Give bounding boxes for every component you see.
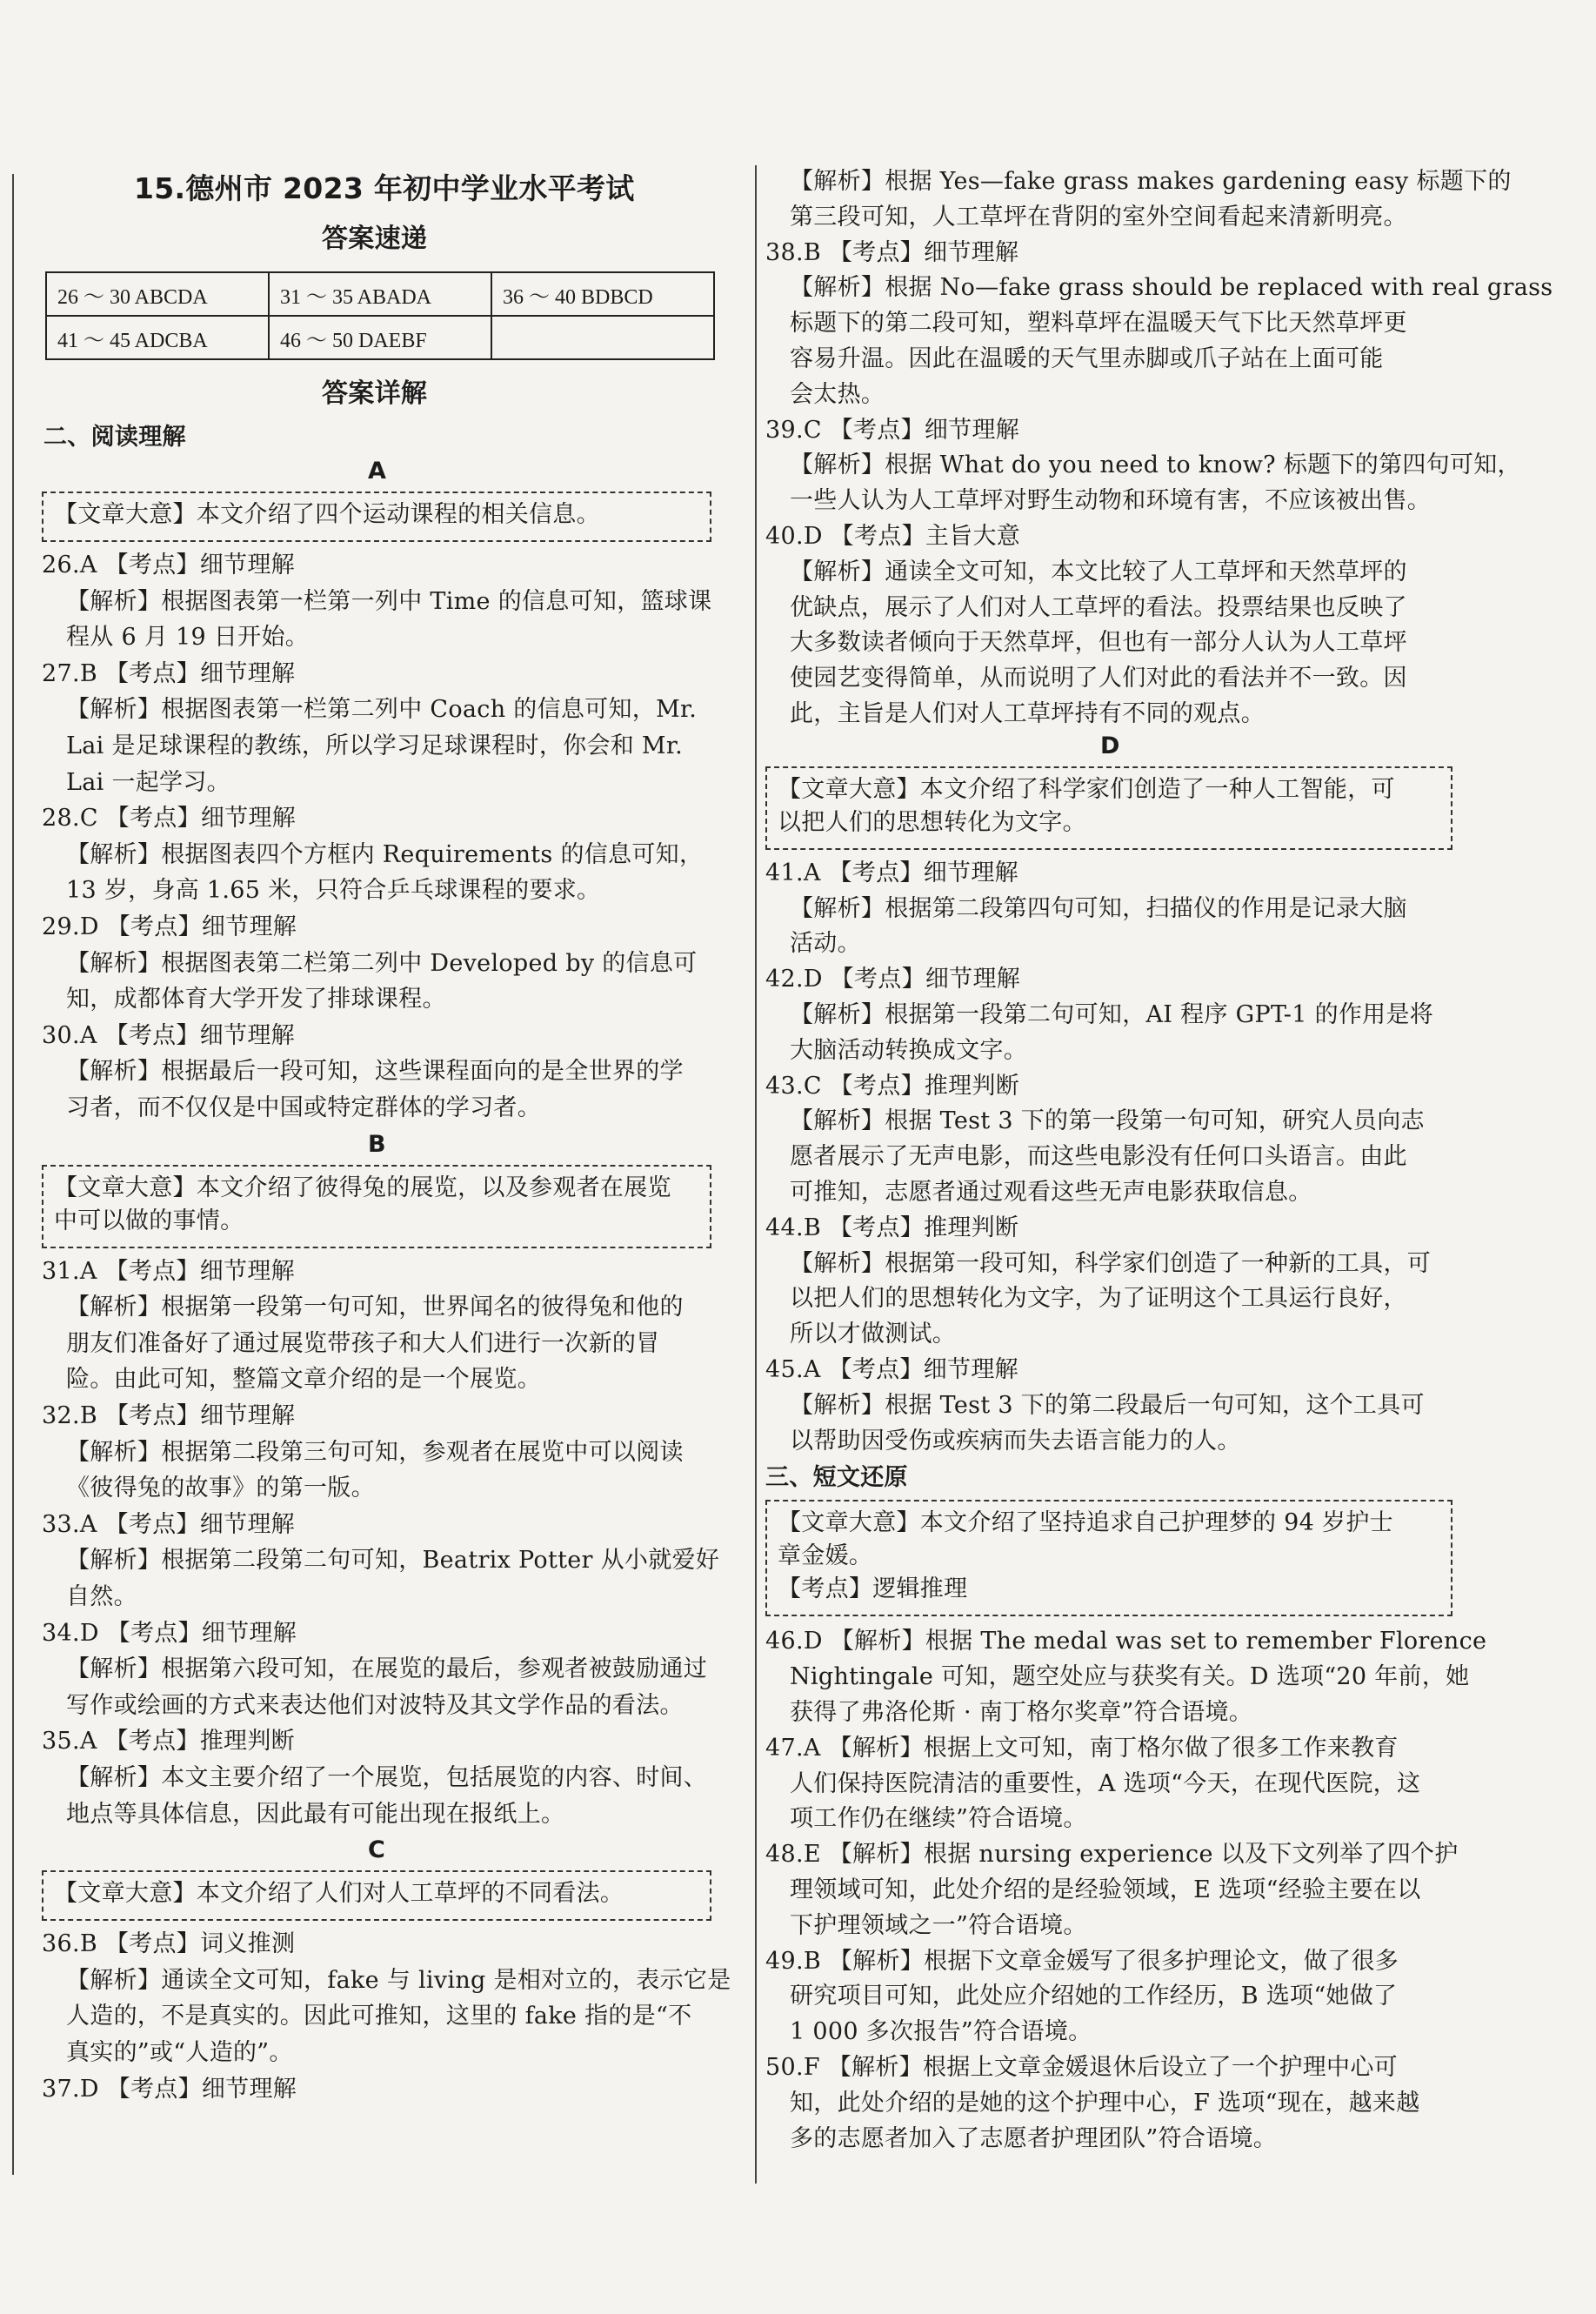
answer-item: 35.A 【考点】推理判断: [42, 1728, 295, 1756]
explanation-line: 【解析】根据最后一段可知，这些课程面向的是全世界的学: [66, 1058, 684, 1086]
answer-item: 39.C 【考点】细节理解: [765, 416, 1020, 444]
explanation-line: 会太热。: [790, 380, 885, 408]
explanation-line: 【解析】根据 Test 3 下的第二段最后一句可知，这个工具可: [790, 1391, 1425, 1419]
explanation-line: 容易升温。因此在温暖的天气里赤脚或爪子站在上面可能: [790, 345, 1384, 372]
answer-item: 45.A 【考点】细节理解: [765, 1356, 1018, 1383]
explanation-line: 【解析】根据图表第二栏第二列中 Developed by 的信息可: [66, 949, 698, 977]
section-heading-reading: 二、阅读理解: [43, 424, 186, 451]
explanation-line: 研究项目可知，此处应介绍她的工作经历，B 选项“她做了: [790, 1983, 1398, 2010]
summary-text: 以把人们的思想转化为文字。: [778, 808, 1086, 836]
summary-text: 【文章大意】本文介绍了彼得兔的展览，以及参观者在展览: [54, 1174, 671, 1201]
explanation-line: 一些人认为人工草坪对野生动物和环境有害，不应该被出售。: [790, 487, 1432, 515]
explanation-line: 写作或绘画的方式来表达他们对波特及其文学作品的看法。: [66, 1691, 684, 1719]
answer-item: 40.D 【考点】主旨大意: [765, 523, 1021, 550]
explanation-line: 【解析】根据图表第一栏第一列中 Time 的信息可知，篮球课: [66, 587, 712, 615]
summary-text: 中可以做的事情。: [54, 1207, 244, 1234]
answer-item: 50.F 【解析】根据上文章金媛退休后设立了一个护理中心可: [765, 2054, 1398, 2081]
explanation-line: 险。由此可知，整篇文章介绍的是一个展览。: [66, 1366, 541, 1394]
explanation-line: 活动。: [790, 930, 861, 958]
explanation-line: 愿者展示了无声电影，而这些电影没有任何口头语言。由此: [790, 1143, 1407, 1171]
explanation-line: 以把人们的思想转化为文字，为了证明这个工具运行良好，: [790, 1285, 1407, 1313]
answer-item: 31.A 【考点】细节理解: [42, 1257, 295, 1285]
explanation-line: 【解析】根据第一段第一句可知，世界闻名的彼得兔和他的: [66, 1294, 684, 1321]
explanation-line: 多的志愿者加入了志愿者护理团队”符合语境。: [790, 2124, 1278, 2152]
explanation-line: 知，此处介绍的是她的这个护理中心，F 选项“现在，越来越: [790, 2089, 1420, 2117]
explanation-line: 【解析】根据 No—fake grass should be replaced with real grass: [790, 274, 1553, 302]
explanation-line: 《彼得兔的故事》的第一版。: [66, 1475, 375, 1502]
explanation-line: 以帮助因受伤或疾病而失去语言能力的人。: [790, 1427, 1241, 1455]
summary-text: 【文章大意】本文介绍了坚持追求自己护理梦的 94 岁护士: [778, 1509, 1393, 1537]
answer-item: 28.C 【考点】细节理解: [42, 805, 297, 833]
table-cell: 36 ～ 40 BDBCD: [491, 272, 714, 316]
explanation-line: 【解析】根据第一段第二句可知，AI 程序 GPT-1 的作用是将: [790, 1001, 1434, 1028]
answer-table: [45, 271, 715, 360]
summary-text: 【文章大意】本文介绍了四个运动课程的相关信息。: [54, 501, 600, 528]
summary-text: 【文章大意】本文介绍了科学家们创造了一种人工智能，可: [778, 775, 1395, 803]
table-row: [46, 316, 714, 359]
table-cell: 41 ～ 45 ADCBA: [46, 316, 269, 359]
explanation-line: 1 000 多次报告”符合语境。: [790, 2018, 1092, 2046]
section-letter: C: [368, 1836, 386, 1864]
summary-text: 章金媛。: [778, 1542, 873, 1570]
quick-answers-heading: 答案速递: [322, 224, 428, 254]
section-heading-cloze: 三、短文还原: [765, 1464, 908, 1492]
answer-item: 44.B 【考点】推理判断: [765, 1214, 1019, 1241]
answer-item: 26.A 【考点】细节理解: [42, 552, 295, 578]
answer-item: 42.D 【考点】细节理解: [765, 966, 1021, 993]
table-row: [46, 272, 714, 316]
table-cell: 26 ～ 30 ABCDA: [46, 272, 269, 316]
explanation-line: 朋友们准备好了通过展览带孩子和大人们进行一次新的冒: [66, 1329, 660, 1357]
explanation-line: 获得了弗洛伦斯 · 南丁格尔奖章”符合语境。: [790, 1699, 1253, 1726]
answer-item: 49.B 【解析】根据下文章金媛写了很多护理论文，做了很多: [765, 1947, 1399, 1975]
answer-item: 30.A 【考点】细节理解: [42, 1021, 295, 1049]
explanation-line: 可推知，志愿者通过观看这些无声电影获取信息。: [790, 1179, 1312, 1206]
explanation-line: 优缺点，展示了人们对人工草坪的看法。投票结果也反映了: [790, 593, 1407, 621]
explanation-line: 【解析】根据图表四个方框内 Requirements 的信息可知，: [66, 840, 704, 868]
explanation-line: 【解析】根据第一段可知，科学家们创造了一种新的工具，可: [790, 1249, 1432, 1277]
answer-item: 37.D 【考点】细节理解: [42, 2075, 297, 2103]
explanation-line: 大脑活动转换成文字。: [790, 1036, 1027, 1064]
summary-text: 【文章大意】本文介绍了人们对人工草坪的不同看法。: [54, 1880, 624, 1908]
explanation-line: 人们保持医院清洁的重要性，A 选项“今天，在现代医院，这: [790, 1769, 1421, 1797]
explanation-line: 真实的”或“人造的”。: [66, 2039, 293, 2066]
section-letter: A: [368, 458, 387, 485]
explanation-line: 自然。: [66, 1583, 137, 1610]
answer-item: 29.D 【考点】细节理解: [42, 913, 297, 940]
answer-item: 41.A 【考点】细节理解: [765, 859, 1018, 886]
explanation-line: 【解析】通读全文可知，本文比较了人工草坪和天然草坪的: [790, 558, 1407, 585]
answer-item: 32.B 【考点】细节理解: [42, 1402, 296, 1429]
answer-item: 43.C 【考点】推理判断: [765, 1072, 1020, 1100]
explanation-line: 【解析】根据 Yes—fake grass makes gardening easy 标题下的: [790, 168, 1512, 195]
explanation-line: 大多数读者倾向于天然草坪，但也有一部分人认为人工草坪: [790, 629, 1407, 657]
explanation-line: 【解析】根据第六段可知，在展览的最后，参观者被鼓励通过: [66, 1655, 708, 1683]
summary-text: 【考点】逻辑推理: [778, 1575, 968, 1603]
explanation-line: 知，成都体育大学开发了排球课程。: [66, 986, 446, 1013]
explanation-line: 此，主旨是人们对人工草坪持有不同的观点。: [790, 700, 1265, 727]
column-divider: [755, 165, 757, 2184]
explanation-line: 【解析】根据第二段第四句可知，扫描仪的作用是记录大脑: [790, 894, 1407, 922]
explanation-line: 【解析】本文主要介绍了一个展览，包括展览的内容、时间、: [66, 1764, 708, 1791]
explanation-line: 人造的，不是真实的。因此可推知，这里的 fake 指的是“不: [66, 2003, 692, 2030]
explanation-line: 标题下的第二段可知，塑料草坪在温暖天气下比天然草坪更: [790, 310, 1407, 338]
explanation-line: Lai 一起学习。: [66, 768, 230, 796]
table-cell: 31 ～ 35 ABADA: [269, 272, 491, 316]
explanation-line: 【解析】根据图表第一栏第二列中 Coach 的信息可知，Mr.: [66, 696, 698, 724]
section-letter: D: [1100, 732, 1120, 759]
explanation-line: 地点等具体信息，因此最有可能出现在报纸上。: [66, 1800, 565, 1828]
table-cell: 46 ～ 50 DAEBF: [269, 316, 491, 359]
explanation-line: 【解析】根据第二段第三句可知，参观者在展览中可以阅读: [66, 1438, 684, 1466]
explanation-line: 理领域可知，此处介绍的是经验领域，E 选项“经验主要在以: [790, 1876, 1421, 1903]
answer-item: 36.B 【考点】词义推测: [42, 1930, 296, 1958]
answer-item: 27.B 【考点】细节理解: [42, 659, 296, 687]
explanation-line: 【解析】根据 Test 3 下的第一段第一句可知，研究人员向志: [790, 1107, 1425, 1135]
explanation-line: Nightingale 可知，题空处应与获奖有关。D 选项“20 年前，她: [790, 1663, 1470, 1691]
answer-item: 48.E 【解析】根据 nursing experience 以及下文列举了四个护: [765, 1841, 1459, 1869]
explanation-line: 程从 6 月 19 日开始。: [66, 624, 310, 652]
answer-item: 34.D 【考点】细节理解: [42, 1619, 297, 1647]
explanation-line: 【解析】根据第二段第二句可知，Beatrix Potter 从小就爱好: [66, 1547, 720, 1575]
explanation-line: 项工作仍在继续”符合语境。: [790, 1805, 1087, 1833]
explanation-line: 13 岁，身高 1.65 米，只符合乒乓球课程的要求。: [66, 877, 601, 905]
details-heading: 答案详解: [322, 378, 428, 409]
explanation-line: 【解析】根据 What do you need to know? 标题下的第四句可知，: [790, 451, 1521, 479]
left-margin-rule: [12, 174, 14, 2175]
explanation-line: Lai 是足球课程的教练，所以学习足球课程时，你会和 Mr.: [66, 732, 683, 759]
section-letter: B: [368, 1130, 386, 1158]
explanation-line: 使园艺变得简单，从而说明了人们对此的看法并不一致。因: [790, 665, 1407, 692]
answer-item: 47.A 【解析】根据上文可知，南丁格尔做了很多工作来教育: [765, 1734, 1399, 1762]
page-title: 15.德州市 2023 年初中学业水平考试: [134, 171, 635, 205]
explanation-line: 第三段可知，人工草坪在背阴的室外空间看起来清新明亮。: [790, 203, 1407, 231]
table-cell: [491, 316, 714, 359]
explanation-line: 所以才做测试。: [790, 1321, 957, 1348]
explanation-line: 下护理领域之一”符合语境。: [790, 1911, 1087, 1939]
answer-item: 38.B 【考点】细节理解: [765, 238, 1019, 266]
explanation-line: 【解析】通读全文可知，fake 与 living 是相对立的，表示它是: [66, 1966, 731, 1994]
answer-item: 46.D 【解析】根据 The medal was set to remember Florence: [765, 1628, 1487, 1655]
explanation-line: 习者，而不仅仅是中国或特定群体的学习者。: [66, 1094, 541, 1121]
answer-item: 33.A 【考点】细节理解: [42, 1510, 295, 1538]
